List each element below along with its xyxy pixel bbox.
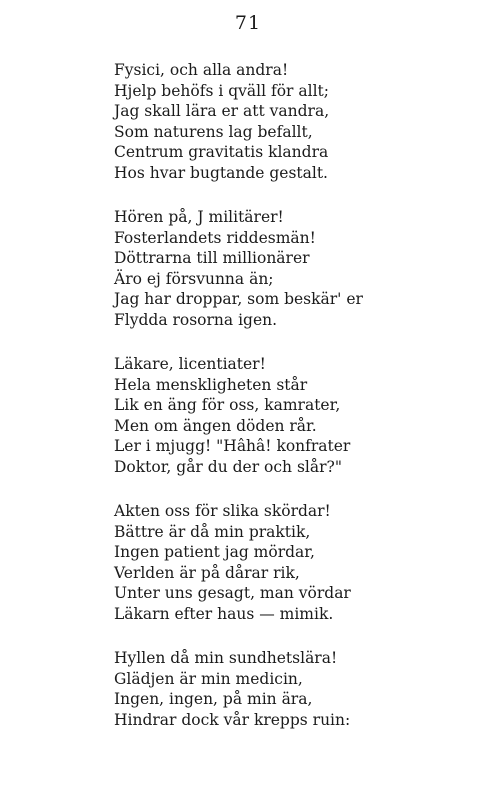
verse-line: Fosterlandets riddesmän! [114,228,316,247]
stanza-4 [114,501,486,624]
verse-line: Centrum gravitatis klandra [114,143,329,161]
verse-line: Läkarn efter haus — mimik. [114,604,334,623]
poem-body [114,60,486,754]
verse-line: Hos hvar bugtande gestalt. [114,163,328,182]
page-number: 71 [234,12,262,34]
verse-line: Äro ej försvunna än; [114,269,274,288]
verse-line: Läkare, licentiater! [114,355,266,373]
verse-line: Ingen, ingen, på min ära, [114,690,313,708]
verse-line: Doktor, går du der och slår?" [114,457,342,476]
stanza-3 [114,354,486,477]
verse-line: Fysici, och alla andra! [114,61,289,79]
verse-line: Verlden är på dårar rik, [114,563,300,582]
stanza-5 [114,648,486,730]
verse-line: Men om ängen döden rår. [114,416,317,435]
verse-line: Ingen patient jag mördar, [114,543,315,561]
verse-line: Unter uns gesagt, man vördar [114,584,351,602]
verse-line: Lik en äng för oss, kamrater, [114,396,341,414]
verse-line: Hela menskligheten står [114,375,308,394]
verse-line: Döttrarna till millionärer [114,249,310,267]
verse-line: Hören på, J militärer! [114,208,284,226]
verse-line: Hindrar dock vår krepps ruin: [114,710,351,729]
verse-line: Ler i mjugg! "Hâhâ! konfrater [114,437,351,455]
verse-line: Hyllen då min sundhetslära! [114,649,338,667]
verse-line: Glädjen är min medicin, [114,669,303,688]
verse-line: Akten oss för slika skördar! [114,502,331,520]
stanza-2 [114,207,486,330]
verse-line: Jag skall lära er att vandra, [114,102,330,120]
verse-line: Bättre är då min praktik, [114,522,311,541]
verse-line: Jag har droppar, som beskär' er [114,290,363,308]
stanza-1 [114,60,486,183]
verse-line: Som naturens lag befallt, [114,122,313,141]
verse-line: Hjelp behöfs i qväll för allt; [114,81,329,100]
verse-line: Flydda rosorna igen. [114,310,278,329]
